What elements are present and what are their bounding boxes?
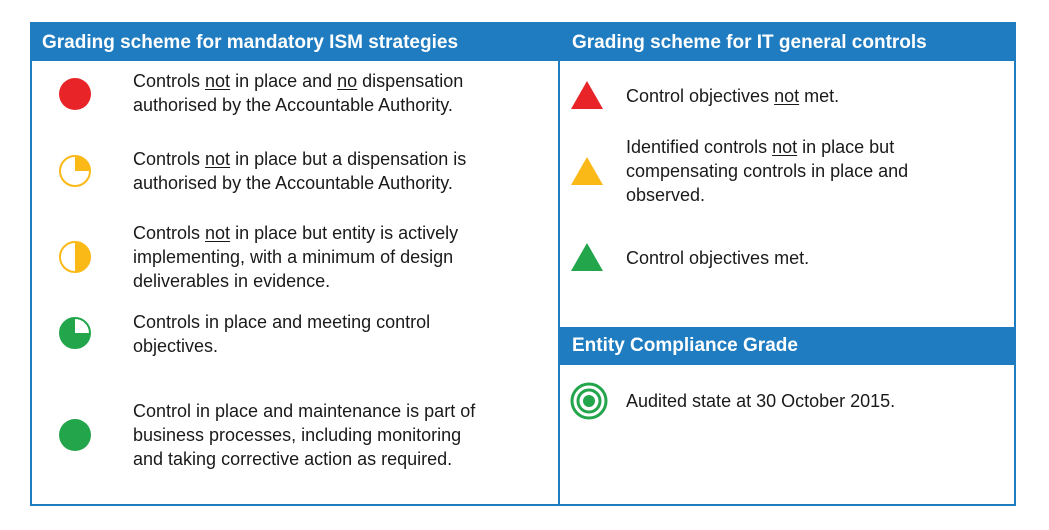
text-line: Controls in place and meeting control (133, 312, 431, 332)
emphasis-underline: not (205, 71, 231, 91)
text-line: observed. (626, 185, 706, 205)
text-line: Audited state at 30 October 2015. (626, 391, 896, 411)
red-triangle-icon (570, 80, 604, 110)
text-line: authorised by the Accountable Authority. (133, 173, 453, 193)
text-line: Control in place and maintenance is part of (133, 401, 476, 421)
left-item-5-text (133, 399, 475, 471)
compliance-panel-title: Entity Compliance Grade (572, 335, 798, 356)
text-line: Controls not in place but entity is actively (133, 223, 459, 243)
right-panel-title: Grading scheme for IT general controls (572, 31, 927, 53)
left-item-4-text (133, 310, 430, 358)
text-line: compensating controls in place and (626, 161, 909, 181)
full-green-circle-icon (58, 418, 92, 452)
text-line: Controls not in place but a dispensation is (133, 149, 467, 169)
right-panel-header (560, 24, 1014, 61)
right-item-2-text (626, 135, 908, 207)
left-item-1-text (133, 69, 463, 117)
column-divider (558, 22, 560, 506)
emphasis-underline: no (337, 71, 358, 91)
emphasis-underline: not (205, 149, 231, 169)
left-item-3-text (133, 221, 458, 293)
three-quarter-green-circle-icon (58, 316, 92, 350)
emphasis-underline: not (772, 137, 798, 157)
text-line: implementing, with a minimum of design (133, 247, 454, 267)
orange-triangle-icon (570, 156, 604, 186)
text-line: Control objectives not met. (626, 86, 840, 106)
target-green-icon (570, 382, 608, 420)
emphasis-underline: not (205, 223, 231, 243)
quarter-orange-circle-icon (58, 154, 92, 188)
full-red-circle-icon (58, 77, 92, 111)
half-orange-circle-icon (58, 240, 92, 274)
text-line: business processes, including monitoring (133, 425, 462, 445)
text-line: deliverables in evidence. (133, 271, 331, 291)
right-item-3-text (626, 246, 809, 270)
compliance-panel-header (560, 327, 1014, 365)
right-item-1-text (626, 84, 839, 108)
text-line: objectives. (133, 336, 219, 356)
text-line: Identified controls not in place but (626, 137, 895, 157)
text-line: Controls not in place and no dispensation (133, 71, 464, 91)
green-triangle-icon (570, 242, 604, 272)
compliance-item-1-text (626, 389, 895, 413)
text-line: authorised by the Accountable Authority. (133, 95, 453, 115)
left-item-2-text (133, 147, 466, 195)
emphasis-underline: not (774, 86, 800, 106)
left-panel-header (32, 24, 558, 61)
text-line: Control objectives met. (626, 248, 810, 268)
text-line: and taking corrective action as required. (133, 449, 453, 469)
left-panel-title: Grading scheme for mandatory ISM strategies (42, 31, 459, 53)
